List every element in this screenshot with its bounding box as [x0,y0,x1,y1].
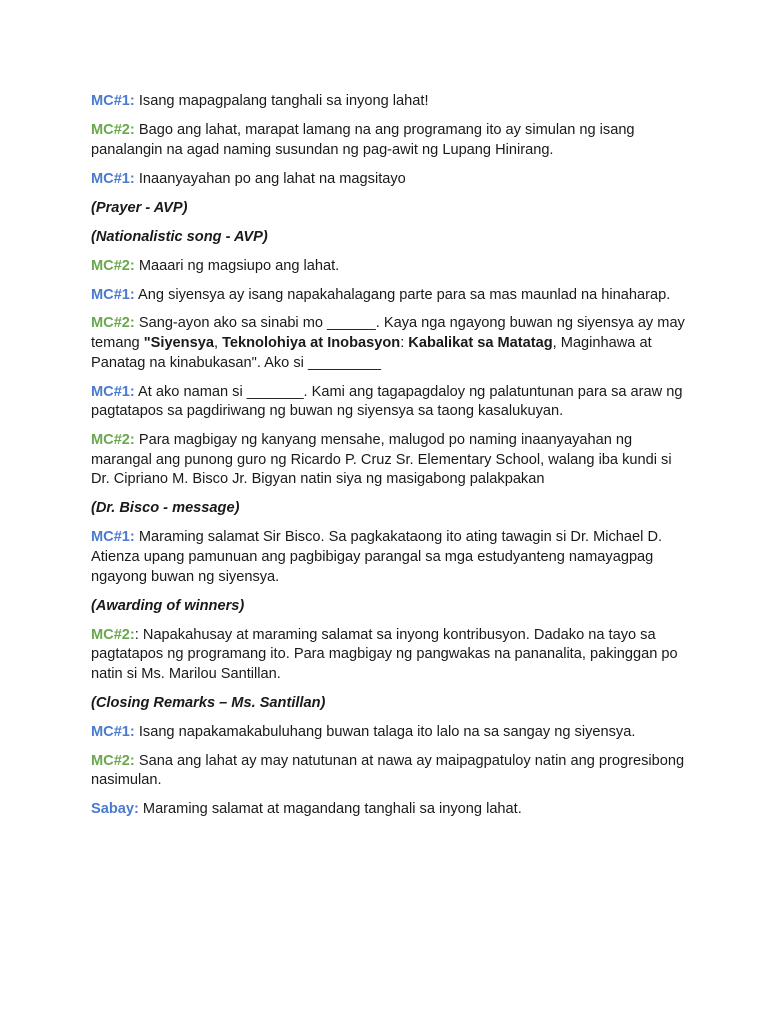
line-text: Inaanyayahan po ang lahat na magsitayo [134,170,406,187]
line-text: Maraming salamat Sir Bisco. Sa pagkakataong ito ating tawagin si Dr. Michael D. Atienza upang pamunuan ang pagbibigay parangal sa mga estudyanteng namayagpag ngayong buwan ng siyensya. [91,529,663,585]
script-line [91,723,691,743]
script-line [91,383,691,422]
line-text: : Napakahusay at maraming salamat sa inyong kontribusyon. Dadako na tayo sa pagtatapos ng programang ito. Para magbigay ng pangwakas na pananalita, pakinggan po natin si Ms. Marilou Santillan. [91,626,678,682]
script-line [91,92,691,112]
line-text: , Maginhawa at Panatag na kinabukasan". Ako si _________ [91,335,652,371]
speaker-label: MC#1: [91,170,135,187]
speaker-label: MC#2: [91,315,135,332]
theme-text: Kabalikat sa Matatag [408,335,553,352]
speaker-label: MC#2: [91,626,135,643]
speaker-label: MC#2: [91,121,135,138]
theme-text: Teknolohiya at Inobasyon [222,335,401,352]
speaker-label: MC#1: [91,723,135,740]
line-text: Maaari ng magsiupo ang lahat. [134,257,340,274]
line-text: Ang siyensya ay isang napakahalagang parte para sa mas maunlad na hinaharap. [134,286,671,303]
line-text: Sang-ayon ako sa sinabi mo ______. Kaya nga ngayong buwan ng siyensya ay may temang [91,315,685,352]
script-line [91,800,691,820]
line-text: At ako naman si _______. Kami ang tagapagdaloy ng palatuntunan para sa araw ng pagtatapos sa pagdiriwang ng buwan ng siyensya sa taong kasalukuyan. [91,383,683,420]
speaker-label: MC#1: [91,383,135,400]
script-line [91,431,691,490]
program-script [91,92,691,829]
theme-text: "Siyensya [143,335,214,352]
speaker-label: MC#1: [91,529,135,546]
line-text: Bago ang lahat, marapat lamang na ang programang ito ay simulan ng isang panalangin na agad naming susundan ng pag-awit ng Lupang Hinirang. [91,121,635,158]
speaker-label: MC#2: [91,752,135,769]
stage-cue: (Dr. Bisco - message) [91,500,240,517]
script-line [91,626,691,685]
stage-cue: (Closing Remarks – Ms. Santillan) [91,694,326,711]
line-text: , [213,335,223,352]
script-line [91,170,691,190]
speaker-label: MC#1: [91,93,135,109]
script-line [91,257,691,277]
stage-cue: (Awarding of winners) [91,597,245,614]
script-line [91,121,691,160]
script-line [91,528,691,587]
speaker-label: Sabay: [91,801,139,818]
speaker-label: MC#1: [91,286,135,303]
line-text: Maraming salamat at magandang tanghali sa inyong lahat. [138,801,522,818]
script-line [91,314,691,373]
line-text: : [400,335,409,352]
line-text: Isang napakamakabuluhang buwan talaga ito lalo na sa sangay ng siyensya. [134,723,636,740]
line-text: Sana ang lahat ay may natutunan at nawa ay maipagpatuloy natin ang progresibong nasimulan. [91,752,685,789]
speaker-label: MC#2: [91,257,135,274]
script-line [91,286,691,306]
line-text: Para magbigay ng kanyang mensahe, malugod po naming inaanyayahan ng marangal ang punong guro ng Ricardo P. Cruz Sr. Elementary School, walang iba kundi si Dr. Cipriano M. Bisco Jr. Bigyan natin siya ng masigabong palakpakan [91,432,672,488]
script-line [91,752,691,791]
stage-cue: (Prayer - AVP) [91,199,188,216]
line-text: Isang mapagpalang tanghali sa inyong lahat! [134,93,429,109]
speaker-label: MC#2: [91,432,135,449]
stage-cue: (Nationalistic song - AVP) [91,228,268,245]
